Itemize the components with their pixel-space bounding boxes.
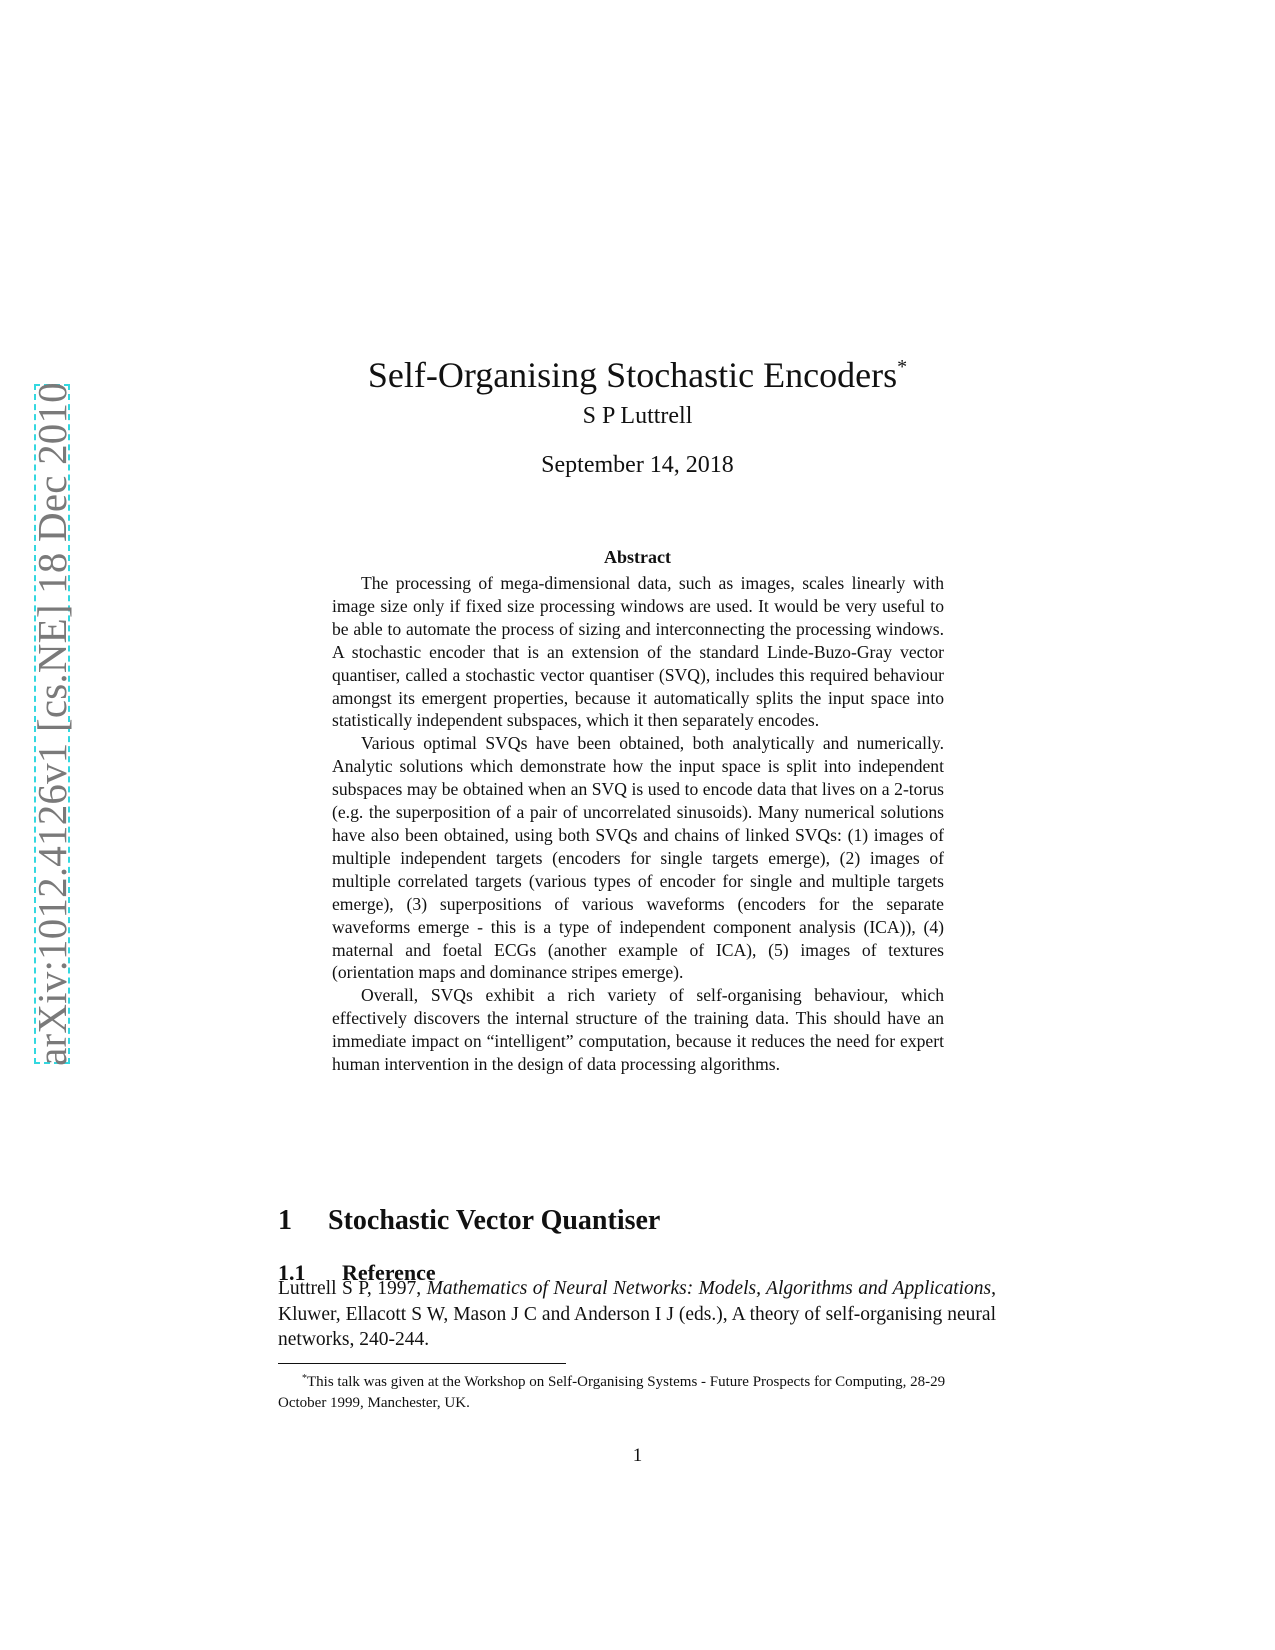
arxiv-stamp — [29, 382, 75, 1066]
page-number: 1 — [632, 1445, 643, 1466]
date: September 14, 2018 — [541, 452, 734, 478]
abstract-heading: Abstract — [604, 547, 671, 567]
section-title: Stochastic Vector Quantiser — [328, 1205, 661, 1237]
reference-suffix: , Kluwer, Ellacott S W, Mason J C and Anderson I J (eds.), A theory of self-organising neural networks, 240-244. — [278, 1278, 996, 1351]
section-number: 1 — [278, 1205, 292, 1237]
arxiv-identifier: arXiv:1012.4126v1 [cs.NE] 18 Dec 2010 — [29, 382, 75, 1066]
subsection-title: Reference — [342, 1260, 436, 1285]
reference-prefix: Luttrell S P, 1997, — [278, 1278, 427, 1299]
reference-entry — [278, 1276, 996, 1353]
footnote-text: This talk was given at the Workshop on Self-Organising Systems - Future Prospects for Computing, 28-29 October 1999, Manchester, UK. — [278, 1374, 946, 1411]
title-text: Self-Organising Stochastic Encoders — [367, 355, 898, 396]
subsection-number: 1.1 — [278, 1260, 306, 1285]
reference-book-title: Mathematics of Neural Networks: Models, Algorithms and Applications — [426, 1278, 992, 1299]
footnote-mark: * — [302, 1373, 307, 1384]
abstract-paragraph: Various optimal SVQs have been obtained, both analytically and numerically. Analytic solutions which demonstrate how the input space is split into independent subspaces may be obtained when an SVQ is used to encode data that lives on a 2-torus (e.g. the superposition of a pair of uncorrelated sinusoids). Many numerical solutions have also been obtained, using both SVQs and chains of linked SVQs: (1) images of multiple independent targets (encoders for single targets emerge), (2) images of multiple correlated targets (various types of encoder for single and multiple targets emerge), (3) superpositions of various waveforms (encoders for the separate waveforms emerge - this is a type of independent component analysis (ICA)), (4) maternal and foetal ECGs (another example of ICA), (5) images of textures (orientation maps and dominance stripes emerge). — [332, 733, 944, 983]
abstract-body — [332, 572, 944, 1076]
footnote — [278, 1369, 996, 1413]
section-heading — [278, 1205, 660, 1237]
footnote-divider — [278, 1363, 566, 1364]
title-footnote-mark: * — [897, 356, 908, 379]
abstract-paragraph: Overall, SVQs exhibit a rich variety of self-organising behaviour, which effectively discovers the internal structure of the training data. This should have an immediate impact on “intelligent” computation, because it reduces the need for expert human intervention in the design of data processing algorithms. — [332, 985, 944, 1075]
author: S P Luttrell — [582, 403, 693, 429]
paper-title — [0, 354, 1275, 396]
abstract-paragraph: The processing of mega-dimensional data, such as images, scales linearly with image size only if fixed size processing windows are used. It would be very useful to be able to automate the process of sizing and interconnecting the processing windows. A stochastic encoder that is an extension of the standard Linde-Buzo-Gray vector quantiser, called a stochastic vector quantiser (SVQ), includes this required behaviour amongst its emergent properties, because it automatically splits the input space into statistically independent subspaces, which it then separately encodes. — [332, 573, 944, 731]
